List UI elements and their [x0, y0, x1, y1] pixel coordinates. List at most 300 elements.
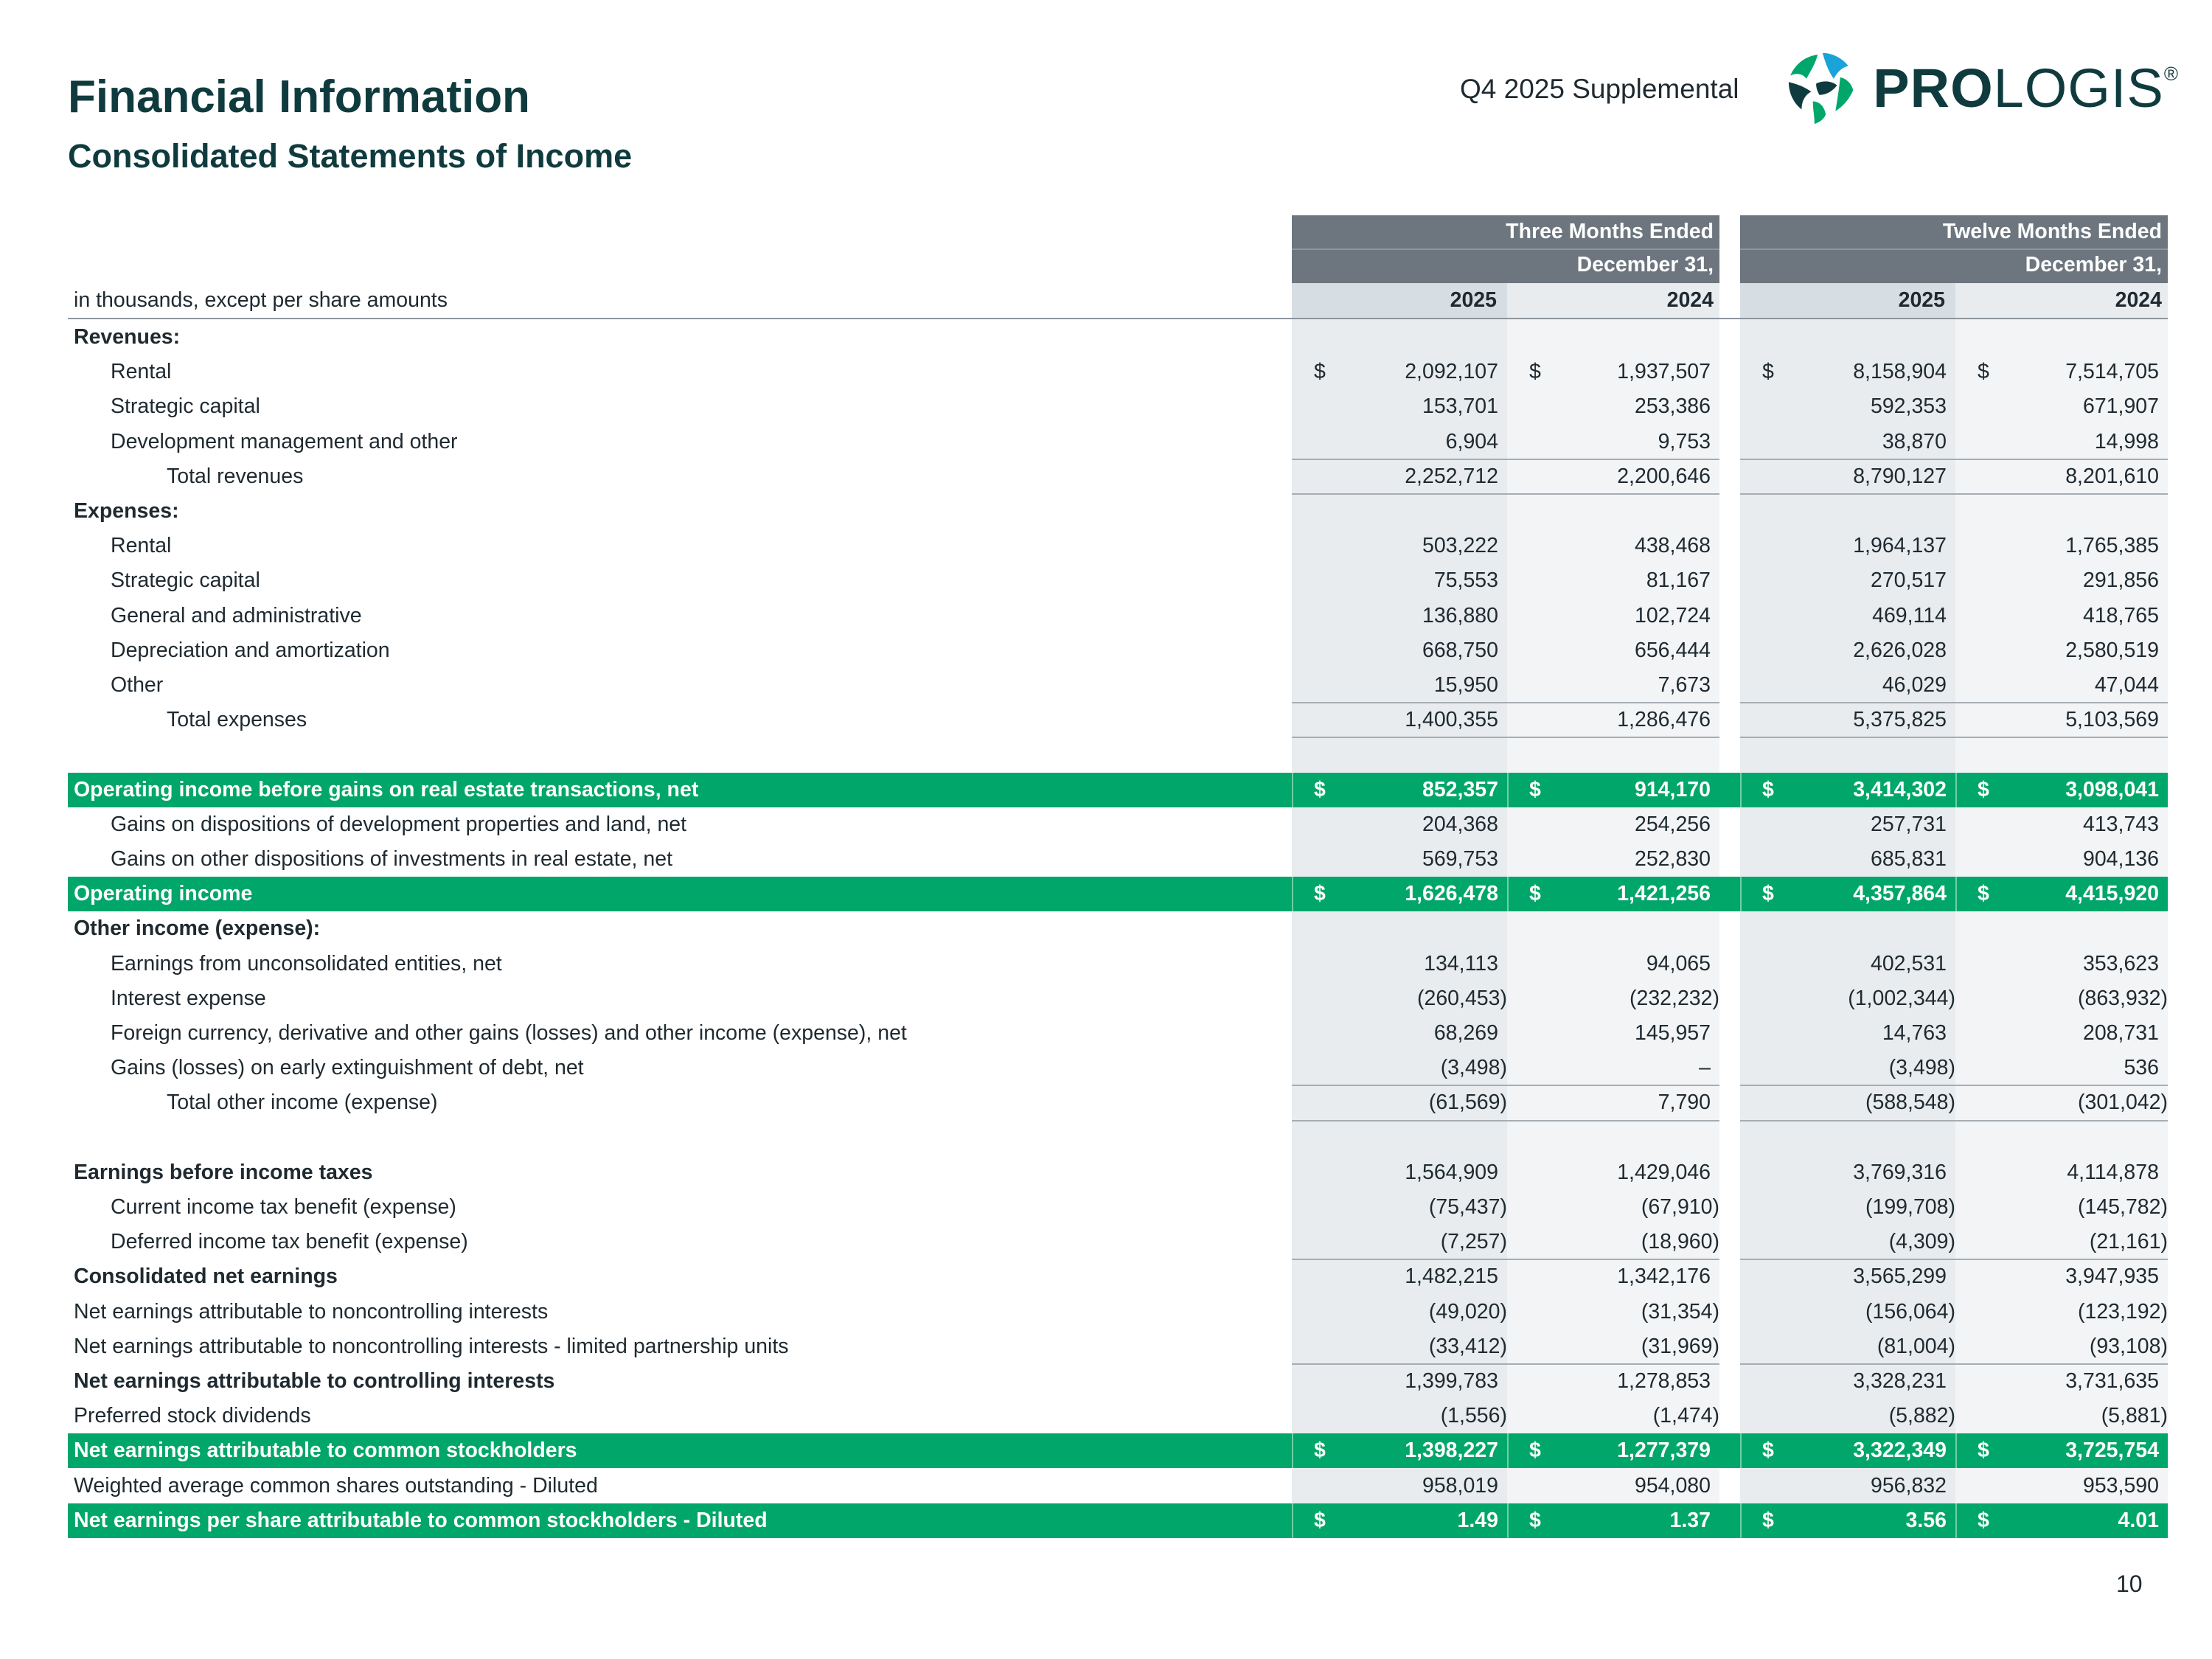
- value-cell: [1955, 1433, 2168, 1468]
- value-text: 904,136: [2082, 847, 2159, 871]
- value-cell: [1292, 599, 1507, 633]
- currency-symbol: $: [1314, 882, 1326, 906]
- value-text: 257,731: [1870, 812, 1947, 836]
- currency-symbol: $: [1314, 777, 1326, 801]
- value-text: 1,400,355: [1405, 708, 1498, 732]
- row-label: Foreign currency, derivative and other gains (losses) and other income (expense), net: [111, 1021, 907, 1045]
- value-text: (18,960): [1641, 1230, 1719, 1254]
- value-text: 958,019: [1422, 1473, 1498, 1498]
- value-cell: [1292, 1295, 1507, 1329]
- table-row: [68, 947, 2184, 981]
- value-text: 1,765,385: [2065, 534, 2159, 558]
- currency-symbol: $: [1762, 1508, 1774, 1532]
- row-label: Current income tax benefit (expense): [111, 1195, 456, 1219]
- value-text: 3,947,935: [2065, 1265, 2159, 1289]
- currency-symbol: $: [1314, 360, 1326, 384]
- table-row: [68, 981, 2184, 1016]
- value-text: 291,856: [2082, 568, 2159, 593]
- value-text: 1,964,137: [1853, 534, 1947, 558]
- row-label: Net earnings attributable to noncontrolling interests - limited partnership units: [74, 1334, 789, 1358]
- value-text: 47,044: [2094, 673, 2159, 697]
- value-cell: [1740, 355, 1955, 389]
- value-text: (123,192): [2077, 1299, 2168, 1324]
- table-row: [68, 529, 2184, 563]
- value-cell: [1507, 947, 1719, 981]
- value-cell: [1955, 1329, 2168, 1364]
- value-cell: [1740, 1503, 1955, 1538]
- table-row: [68, 1085, 2184, 1120]
- year-header-3m-2024: 2024: [1507, 283, 1719, 318]
- value-text: (31,354): [1641, 1299, 1719, 1324]
- value-cell: [1955, 1051, 2168, 1085]
- value-cell: [1507, 773, 1719, 807]
- header-group-twelve-months-line1: Twelve Months Ended: [1942, 220, 2162, 243]
- currency-symbol: $: [1978, 1439, 1989, 1463]
- value-text: 81,167: [1646, 568, 1711, 593]
- currency-symbol: $: [1762, 777, 1774, 801]
- total-rule: [1292, 702, 1719, 703]
- value-cell: [1955, 355, 2168, 389]
- column-separator: [1955, 773, 1957, 807]
- value-text: (3,498): [1440, 1056, 1507, 1080]
- value-cell: [1955, 703, 2168, 737]
- value-cell: [1955, 529, 2168, 563]
- value-cell: [1955, 1259, 2168, 1294]
- value-text: 4,114,878: [2067, 1160, 2159, 1184]
- value-text: (31,969): [1641, 1334, 1719, 1358]
- row-label: Gains on other dispositions of investments in real estate, net: [111, 847, 672, 871]
- value-text: 3.56: [1905, 1508, 1947, 1532]
- value-cell: [1740, 981, 1955, 1016]
- value-cell: [1507, 668, 1719, 703]
- value-text: 153,701: [1422, 394, 1498, 419]
- value-cell: [1955, 1016, 2168, 1051]
- row-label: Revenues:: [74, 325, 181, 349]
- row-label: Net earnings per share attributable to common stockholders - Diluted: [74, 1508, 768, 1532]
- value-cell: [1507, 1085, 1719, 1120]
- value-text: 2,580,519: [2065, 638, 2159, 662]
- value-cell: [1507, 981, 1719, 1016]
- value-cell: [1292, 389, 1507, 424]
- value-cell: [1292, 877, 1507, 911]
- value-cell: [1955, 1295, 2168, 1329]
- value-cell: [1292, 1016, 1507, 1051]
- value-cell: [1740, 842, 1955, 877]
- value-cell: [1292, 1364, 1507, 1399]
- value-text: (199,708): [1865, 1195, 1955, 1219]
- total-rule: [1292, 1363, 1719, 1365]
- value-text: 4,415,920: [2065, 882, 2159, 906]
- value-text: –: [1699, 1056, 1711, 1080]
- value-cell: [1740, 425, 1955, 459]
- row-label: Deferred income tax benefit (expense): [111, 1230, 468, 1254]
- value-text: (5,881): [2101, 1404, 2168, 1428]
- value-cell: [1955, 389, 2168, 424]
- value-text: 15,950: [1433, 673, 1498, 697]
- value-text: 1,342,176: [1617, 1265, 1711, 1289]
- column-separator: [1507, 1433, 1509, 1468]
- row-label: Earnings from unconsolidated entities, net: [111, 951, 502, 975]
- value-text: (863,932): [2077, 986, 2168, 1010]
- row-label: Consolidated net earnings: [74, 1265, 338, 1289]
- value-text: 14,998: [2094, 429, 2159, 453]
- value-text: (301,042): [2077, 1091, 2168, 1115]
- value-text: 9,753: [1658, 429, 1711, 453]
- value-cell: [1740, 1225, 1955, 1259]
- value-text: (61,569): [1428, 1091, 1507, 1115]
- row-label: Total revenues: [167, 464, 304, 488]
- value-text: 14,763: [1882, 1021, 1947, 1045]
- value-cell: [1740, 1364, 1955, 1399]
- currency-symbol: $: [1978, 882, 1989, 906]
- value-cell: [1507, 633, 1719, 668]
- value-cell: [1740, 1085, 1955, 1120]
- row-label: Preferred stock dividends: [74, 1404, 311, 1428]
- value-text: 136,880: [1422, 603, 1498, 627]
- value-cell: [1507, 599, 1719, 633]
- table-row: [68, 668, 2184, 703]
- value-text: 253,386: [1634, 394, 1711, 419]
- value-cell: [1740, 703, 1955, 737]
- value-text: 469,114: [1872, 603, 1947, 627]
- value-text: 413,743: [2082, 812, 2159, 836]
- year-header-row: [68, 283, 2184, 318]
- column-separator: [1955, 877, 1957, 911]
- value-cell: [1292, 459, 1507, 494]
- column-gap: [1719, 1433, 1740, 1468]
- value-cell: [1740, 773, 1955, 807]
- value-cell: [1292, 703, 1507, 737]
- spacer-row: [68, 737, 2184, 772]
- value-text: 656,444: [1634, 638, 1711, 662]
- value-cell: [1507, 877, 1719, 911]
- value-text: 38,870: [1882, 429, 1947, 453]
- value-text: 954,080: [1634, 1473, 1711, 1498]
- value-cell: [1955, 1085, 2168, 1120]
- value-cell: [1507, 1259, 1719, 1294]
- value-text: 204,368: [1422, 812, 1498, 836]
- supplemental-label: Q4 2025 Supplemental: [1460, 74, 1739, 104]
- value-text: 953,590: [2082, 1473, 2159, 1498]
- value-text: 252,830: [1634, 847, 1711, 871]
- value-text: 3,565,299: [1853, 1265, 1947, 1289]
- value-cell: [1507, 1016, 1719, 1051]
- value-text: (21,161): [2089, 1230, 2168, 1254]
- value-text: 7,514,705: [2065, 360, 2159, 384]
- value-cell: [1740, 1329, 1955, 1364]
- value-text: 852,357: [1422, 777, 1498, 801]
- value-text: 8,790,127: [1853, 464, 1947, 488]
- value-text: 8,201,610: [2065, 464, 2159, 488]
- value-cell: [1740, 1469, 1955, 1503]
- value-cell: [1740, 389, 1955, 424]
- table-row: [68, 494, 2184, 529]
- row-label: Gains (losses) on early extinguishment of debt, net: [111, 1056, 584, 1080]
- value-cell: [1955, 563, 2168, 598]
- spacer-row: [68, 1121, 2184, 1155]
- table-row: [68, 459, 2184, 494]
- income-statement-table: [68, 0, 2184, 1659]
- value-cell: [1955, 668, 2168, 703]
- value-text: 75,553: [1433, 568, 1498, 593]
- row-label: Net earnings attributable to controlling interests: [74, 1369, 555, 1393]
- value-cell: [1955, 877, 2168, 911]
- value-text: 8,158,904: [1853, 360, 1947, 384]
- value-text: (232,232): [1629, 986, 1719, 1010]
- value-text: (33,412): [1428, 1334, 1507, 1358]
- value-cell: [1507, 425, 1719, 459]
- currency-symbol: $: [1762, 1439, 1774, 1463]
- value-text: 208,731: [2082, 1021, 2159, 1045]
- value-text: 3,769,316: [1853, 1160, 1947, 1184]
- total-rule: [1740, 702, 2168, 703]
- value-text: 94,065: [1646, 951, 1711, 975]
- column-separator: [1292, 773, 1293, 807]
- value-cell: [1292, 425, 1507, 459]
- value-cell: [1507, 1190, 1719, 1225]
- value-text: 1.49: [1457, 1508, 1498, 1532]
- column-separator: [1292, 877, 1293, 911]
- value-cell: [1292, 563, 1507, 598]
- value-text: (3,498): [1888, 1056, 1955, 1080]
- value-cell: [1955, 1190, 2168, 1225]
- header-group-twelve-months-line2: December 31,: [2025, 253, 2162, 276]
- value-cell: [1740, 947, 1955, 981]
- value-cell: [1955, 1225, 2168, 1259]
- row-label: Total other income (expense): [167, 1091, 438, 1115]
- value-cell: [1292, 1503, 1507, 1538]
- value-cell: [1955, 773, 2168, 807]
- table-row: [68, 1399, 2184, 1433]
- value-cell: [1292, 807, 1507, 842]
- page-subtitle: Consolidated Statements of Income: [68, 137, 633, 175]
- value-cell: [1292, 1259, 1507, 1294]
- value-text: 2,200,646: [1617, 464, 1711, 488]
- value-text: 102,724: [1634, 603, 1711, 627]
- value-text: (1,556): [1440, 1404, 1507, 1428]
- value-cell: [1507, 355, 1719, 389]
- row-label: Net earnings attributable to common stockholders: [74, 1439, 577, 1463]
- value-cell: [1740, 1051, 1955, 1085]
- value-cell: [1955, 633, 2168, 668]
- column-separator: [1740, 1503, 1742, 1538]
- value-text: (1,474): [1652, 1404, 1719, 1428]
- currency-symbol: $: [1314, 1508, 1326, 1532]
- table-row: [68, 599, 2184, 633]
- column-gap: [1719, 773, 1740, 807]
- value-text: (156,064): [1865, 1299, 1955, 1324]
- row-label: Development management and other: [111, 429, 458, 453]
- value-text: 438,468: [1634, 534, 1711, 558]
- value-cell: [1740, 1433, 1955, 1468]
- value-text: 1,564,909: [1405, 1160, 1498, 1184]
- table-row: [68, 1225, 2184, 1259]
- value-cell: [1292, 1225, 1507, 1259]
- value-text: 134,113: [1424, 951, 1498, 975]
- value-text: 1,937,507: [1617, 360, 1711, 384]
- value-text: 1,278,853: [1617, 1369, 1711, 1393]
- value-text: 3,731,635: [2065, 1369, 2159, 1393]
- column-separator: [1507, 1503, 1509, 1538]
- page-title: Financial Information: [68, 72, 530, 122]
- value-text: (1,002,344): [1848, 986, 1955, 1010]
- value-cell: [1740, 459, 1955, 494]
- value-cell: [1292, 633, 1507, 668]
- value-text: (260,453): [1416, 986, 1507, 1010]
- row-label: Total expenses: [167, 708, 307, 732]
- total-rule: [1740, 1085, 2168, 1086]
- table-row: [68, 773, 2168, 807]
- value-text: 1,429,046: [1617, 1160, 1711, 1184]
- value-cell: [1292, 773, 1507, 807]
- table-row: [68, 1329, 2184, 1364]
- row-label: General and administrative: [111, 603, 362, 627]
- value-text: 46,029: [1882, 673, 1947, 697]
- value-text: 592,353: [1870, 394, 1947, 419]
- value-text: 1,421,256: [1617, 882, 1711, 906]
- value-text: (145,782): [2077, 1195, 2168, 1219]
- value-text: (67,910): [1641, 1195, 1719, 1219]
- header-group-three-months-line1: Three Months Ended: [1506, 220, 1714, 243]
- value-cell: [1292, 1399, 1507, 1433]
- value-text: 685,831: [1870, 847, 1947, 871]
- value-cell: [1955, 1399, 2168, 1433]
- value-cell: [1955, 425, 2168, 459]
- value-cell: [1955, 807, 2168, 842]
- table-row: [68, 1051, 2184, 1085]
- value-cell: [1740, 599, 1955, 633]
- value-text: 5,375,825: [1853, 708, 1947, 732]
- total-rule: [1292, 1259, 1719, 1260]
- value-text: 671,907: [2082, 394, 2159, 419]
- value-text: 3,414,302: [1853, 777, 1947, 801]
- row-label: Weighted average common shares outstanding - Diluted: [74, 1473, 598, 1498]
- value-cell: [1507, 563, 1719, 598]
- row-label: Other: [111, 673, 164, 697]
- value-text: (588,548): [1865, 1091, 1955, 1115]
- value-cell: [1292, 1155, 1507, 1190]
- value-text: 254,256: [1634, 812, 1711, 836]
- units-label: in thousands, except per share amounts: [74, 288, 448, 312]
- value-text: 270,517: [1870, 568, 1947, 593]
- table-row: [68, 1016, 2184, 1051]
- value-cell: [1955, 459, 2168, 494]
- value-cell: [1292, 355, 1507, 389]
- row-label: Net earnings attributable to noncontrolling interests: [74, 1299, 549, 1324]
- value-cell: [1292, 1329, 1507, 1364]
- value-cell: [1740, 1259, 1955, 1294]
- value-cell: [1740, 1155, 1955, 1190]
- value-text: 3,725,754: [2065, 1439, 2159, 1463]
- value-cell: [1740, 668, 1955, 703]
- table-row: [68, 563, 2184, 598]
- table-row: [68, 1433, 2168, 1468]
- row-label: Operating income before gains on real estate transactions, net: [74, 777, 699, 801]
- value-text: 3,328,231: [1853, 1369, 1947, 1393]
- column-separator: [1507, 773, 1509, 807]
- value-cell: [1955, 1503, 2168, 1538]
- value-cell: [1507, 529, 1719, 563]
- value-cell: [1292, 1190, 1507, 1225]
- value-text: 4.01: [2118, 1508, 2159, 1532]
- value-text: 2,092,107: [1405, 360, 1498, 384]
- currency-symbol: $: [1762, 882, 1774, 906]
- table-row: [68, 703, 2184, 737]
- value-cell: [1507, 1503, 1719, 1538]
- value-text: 353,623: [2082, 951, 2159, 975]
- value-cell: [1740, 1016, 1955, 1051]
- header-group-three-months-line2: December 31,: [1576, 253, 1714, 276]
- value-text: (5,882): [1888, 1404, 1955, 1428]
- currency-symbol: $: [1529, 1439, 1541, 1463]
- value-text: (81,004): [1877, 1334, 1955, 1358]
- value-text: 4,357,864: [1853, 882, 1947, 906]
- value-text: 1,286,476: [1617, 708, 1711, 732]
- column-separator: [1507, 877, 1509, 911]
- table-row: [68, 842, 2184, 877]
- column-gap: [1719, 877, 1740, 911]
- column-separator: [1740, 1433, 1742, 1468]
- value-cell: [1292, 529, 1507, 563]
- value-text: 2,252,712: [1405, 464, 1498, 488]
- value-text: 3,098,041: [2065, 777, 2159, 801]
- value-cell: [1740, 877, 1955, 911]
- value-text: (75,437): [1428, 1195, 1507, 1219]
- row-label: Depreciation and amortization: [111, 638, 390, 662]
- table-row: [68, 320, 2184, 355]
- value-text: 536: [2124, 1056, 2159, 1080]
- value-text: 402,531: [1870, 951, 1947, 975]
- row-label: Strategic capital: [111, 394, 260, 419]
- currency-symbol: $: [1978, 777, 1989, 801]
- value-cell: [1292, 1433, 1507, 1468]
- row-label: Expenses:: [74, 499, 179, 523]
- value-text: 503,222: [1422, 534, 1498, 558]
- value-cell: [1507, 389, 1719, 424]
- column-separator: [1292, 1433, 1293, 1468]
- value-text: 6,904: [1445, 429, 1498, 453]
- value-cell: [1292, 842, 1507, 877]
- value-cell: [1740, 1190, 1955, 1225]
- value-text: 7,673: [1658, 673, 1711, 697]
- total-rule: [1740, 1363, 2168, 1365]
- row-label: Interest expense: [111, 986, 266, 1010]
- row-label: Earnings before income taxes: [74, 1160, 373, 1184]
- value-cell: [1507, 1329, 1719, 1364]
- row-label: Other income (expense):: [74, 917, 321, 941]
- value-cell: [1740, 633, 1955, 668]
- value-cell: [1740, 1295, 1955, 1329]
- value-text: 418,765: [2082, 603, 2159, 627]
- year-header-12m-2024: 2024: [1955, 283, 2168, 318]
- year-header-3m-2025: 2025: [1292, 283, 1507, 318]
- table-row: [68, 911, 2184, 946]
- value-cell: [1507, 1364, 1719, 1399]
- currency-symbol: $: [1978, 360, 1989, 384]
- value-text: 1,482,215: [1405, 1265, 1498, 1289]
- value-text: 3,322,349: [1853, 1439, 1947, 1463]
- table-row: [68, 1295, 2184, 1329]
- currency-symbol: $: [1529, 882, 1541, 906]
- value-cell: [1740, 1399, 1955, 1433]
- value-text: (49,020): [1428, 1299, 1507, 1324]
- value-text: 2,626,028: [1853, 638, 1947, 662]
- row-label: Operating income: [74, 882, 253, 906]
- logo-wordmark: PROLOGIS®: [1873, 58, 2179, 119]
- currency-symbol: $: [1529, 360, 1541, 384]
- currency-symbol: $: [1529, 777, 1541, 801]
- total-rule: [1740, 459, 2168, 460]
